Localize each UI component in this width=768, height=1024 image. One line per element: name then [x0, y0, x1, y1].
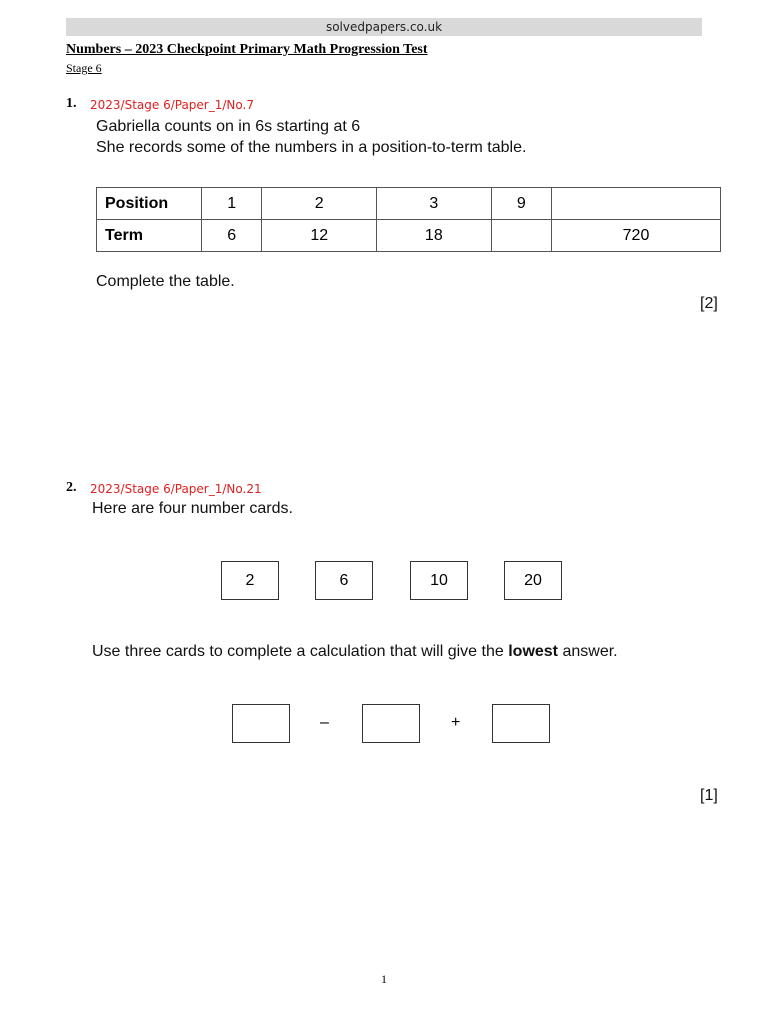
question-1-instruction: Complete the table.	[96, 273, 235, 290]
document-title: Numbers – 2023 Checkpoint Primary Math Progression Test	[66, 42, 428, 57]
position-cell: 9	[491, 188, 551, 220]
answer-box-1[interactable]	[232, 704, 290, 743]
position-to-term-table	[96, 187, 721, 252]
position-cell: 2	[262, 188, 377, 220]
question-2-reference: 2023/Stage 6/Paper_1/No.21	[90, 482, 262, 496]
question-2-number: 2.	[66, 480, 77, 495]
question-2-instruction	[92, 643, 618, 661]
term-cell: 720	[552, 220, 721, 252]
site-banner: solvedpapers.co.uk	[66, 18, 702, 36]
question-1-number: 1.	[66, 96, 77, 111]
minus-sign: –	[320, 714, 329, 731]
question-1-line-1: Gabriella counts on in 6s starting at 6	[96, 118, 361, 135]
question-1-reference: 2023/Stage 6/Paper_1/No.7	[90, 98, 254, 112]
question-1-line-2: She records some of the numbers in a position-to-term table.	[96, 139, 527, 156]
instruction-text: Use three cards to complete a calculation that will give the	[92, 643, 509, 660]
term-cell: 12	[262, 220, 377, 252]
position-cell: 1	[202, 188, 262, 220]
question-2-marks: [1]	[700, 787, 718, 804]
answer-box-3[interactable]	[492, 704, 550, 743]
document-subtitle: Stage 6	[66, 61, 102, 75]
number-card: 20	[504, 561, 562, 600]
term-answer-cell[interactable]	[491, 220, 551, 252]
term-header: Term	[97, 220, 202, 252]
term-cell: 18	[377, 220, 492, 252]
page-number: 1	[381, 972, 387, 986]
table-row-position	[97, 188, 721, 220]
number-card: 6	[315, 561, 373, 600]
term-cell: 6	[202, 220, 262, 252]
number-card: 10	[410, 561, 468, 600]
plus-sign: +	[451, 714, 461, 731]
position-answer-cell[interactable]	[552, 188, 721, 220]
instruction-text-end: answer.	[558, 643, 618, 660]
number-card: 2	[221, 561, 279, 600]
question-2-intro: Here are four number cards.	[92, 500, 293, 517]
question-1-marks: [2]	[700, 295, 718, 312]
instruction-emphasis: lowest	[508, 643, 559, 660]
table-row-term	[97, 220, 721, 252]
position-cell: 3	[377, 188, 492, 220]
position-header: Position	[97, 188, 202, 220]
answer-box-2[interactable]	[362, 704, 420, 743]
